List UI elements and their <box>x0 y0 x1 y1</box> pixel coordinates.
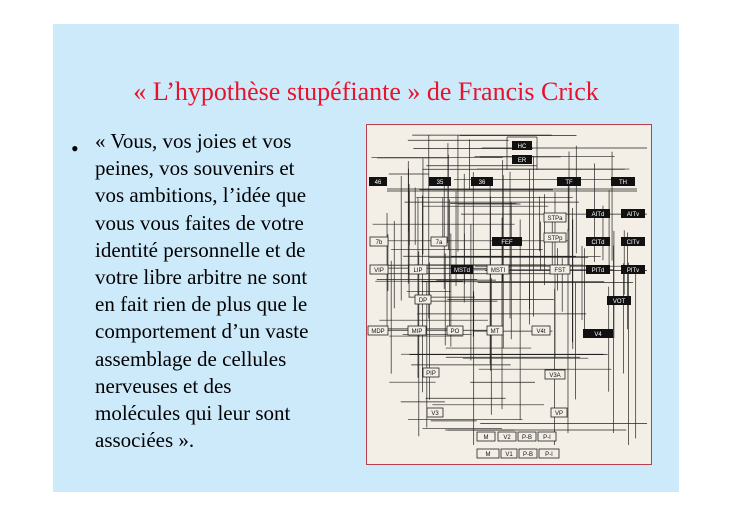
node-v1 <box>501 449 517 458</box>
node-pip <box>423 368 439 377</box>
quote-line: comportement d’un vaste <box>95 319 309 344</box>
node-citv <box>621 237 645 246</box>
svg-text:M: M <box>483 435 489 441</box>
svg-text:MSTI: MSTI <box>490 268 506 274</box>
slide-title: « L’hypothèse stupéfiante » de Francis Crick <box>133 77 599 106</box>
svg-text:PITv: PITv <box>626 268 640 274</box>
svg-text:P-B: P-B <box>521 435 533 441</box>
quote-line: associées ». <box>95 428 195 453</box>
node-stpa <box>544 213 566 222</box>
svg-text:AITd: AITd <box>591 212 605 218</box>
svg-text:35: 35 <box>436 180 444 186</box>
svg-text:CITd: CITd <box>591 240 605 246</box>
node-pi-lower <box>539 449 559 458</box>
node-vot <box>607 296 631 305</box>
node-46 <box>369 177 387 186</box>
quote-line: nerveuses et des <box>95 373 232 398</box>
svg-text:46: 46 <box>374 180 382 186</box>
node-m-upper <box>477 432 495 441</box>
quote-line: peines, vos souvenirs et <box>95 156 295 181</box>
svg-text:MT: MT <box>490 329 500 335</box>
svg-text:TH: TH <box>619 180 627 186</box>
node-hc <box>512 141 532 150</box>
node-mt <box>487 326 503 335</box>
svg-text:V2: V2 <box>503 435 511 441</box>
node-fef <box>492 237 522 246</box>
node-tf <box>557 177 581 186</box>
quote-text <box>95 128 355 454</box>
node-dp <box>415 295 431 304</box>
svg-text:PIP: PIP <box>426 371 436 377</box>
node-citd <box>586 237 610 246</box>
node-vip <box>370 265 388 274</box>
svg-text:TF: TF <box>565 180 573 186</box>
node-mstl <box>487 265 509 274</box>
svg-text:LIP: LIP <box>413 268 423 274</box>
quote-line: vos ambitions, l’idée que <box>95 183 307 208</box>
node-pb-lower <box>519 449 537 458</box>
connection-wires <box>372 135 647 445</box>
node-er <box>512 155 532 164</box>
node-lip <box>409 265 427 274</box>
node-7a <box>431 237 447 246</box>
svg-text:P-I: P-I <box>545 452 553 458</box>
node-mdp <box>368 326 388 335</box>
node-v3a <box>545 370 565 379</box>
svg-text:7a: 7a <box>435 240 443 246</box>
slide <box>53 24 679 492</box>
node-pb-upper <box>518 432 536 441</box>
quote-line: identité personnelle et de <box>95 237 306 262</box>
node-pitv <box>621 265 645 274</box>
node-po <box>447 326 463 335</box>
node-v2 <box>498 432 516 441</box>
node-fst <box>550 265 570 274</box>
svg-text:MIP: MIP <box>411 329 423 335</box>
node-7b <box>370 237 388 246</box>
svg-text:M: M <box>485 452 491 458</box>
node-pitd <box>586 265 610 274</box>
node-vp <box>551 408 567 417</box>
node-36 <box>471 177 493 186</box>
svg-text:VP: VP <box>554 411 564 417</box>
svg-text:FST: FST <box>554 268 566 274</box>
svg-text:V4t: V4t <box>536 329 546 335</box>
svg-text:STPp: STPp <box>547 236 563 242</box>
node-mip <box>408 326 426 335</box>
svg-text:P-B: P-B <box>522 452 534 458</box>
svg-text:7b: 7b <box>375 240 383 246</box>
svg-text:PITd: PITd <box>591 268 605 274</box>
node-pi-upper <box>538 432 556 441</box>
svg-text:DP: DP <box>418 298 428 304</box>
node-m-lower <box>477 449 499 458</box>
quote-line: molécules qui leur sont <box>95 401 291 426</box>
svg-text:HC: HC <box>517 144 527 150</box>
svg-text:V3: V3 <box>431 411 439 417</box>
svg-text:V4: V4 <box>594 332 602 338</box>
svg-text:STPa: STPa <box>547 216 563 222</box>
node-aitv <box>621 209 645 218</box>
quote-line: vous vous faites de votre <box>95 210 304 235</box>
node-stpp <box>544 233 566 242</box>
svg-text:VOT: VOT <box>612 299 626 305</box>
svg-text:CITv: CITv <box>626 240 640 246</box>
diagram-svg <box>367 125 651 464</box>
node-35 <box>429 177 451 186</box>
svg-text:V1: V1 <box>505 452 513 458</box>
bullet-marker: • <box>71 136 79 161</box>
svg-text:P-I: P-I <box>543 435 551 441</box>
quote-line: en fait rien de plus que le <box>95 292 308 317</box>
svg-text:FEF: FEF <box>501 240 513 246</box>
svg-text:VIP: VIP <box>374 268 384 274</box>
quote-line: « Vous, vos joies et vos <box>95 129 292 153</box>
svg-text:V3A: V3A <box>549 373 561 379</box>
svg-text:PO: PO <box>450 329 460 335</box>
node-v4 <box>583 329 613 338</box>
node-th <box>611 177 635 186</box>
visual-cortex-hierarchy-diagram <box>366 124 652 465</box>
node-mstd <box>451 265 473 274</box>
node-v4t <box>532 326 550 335</box>
svg-text:AITv: AITv <box>626 212 640 218</box>
quote-line: assemblage de cellules <box>95 346 287 371</box>
quote-line: votre libre arbitre ne sont <box>95 265 308 290</box>
node-aitd <box>586 209 610 218</box>
svg-text:MDP: MDP <box>371 329 385 335</box>
svg-text:MSTd: MSTd <box>453 268 471 274</box>
svg-text:36: 36 <box>478 180 486 186</box>
node-v3 <box>427 408 443 417</box>
svg-text:ER: ER <box>517 158 527 164</box>
